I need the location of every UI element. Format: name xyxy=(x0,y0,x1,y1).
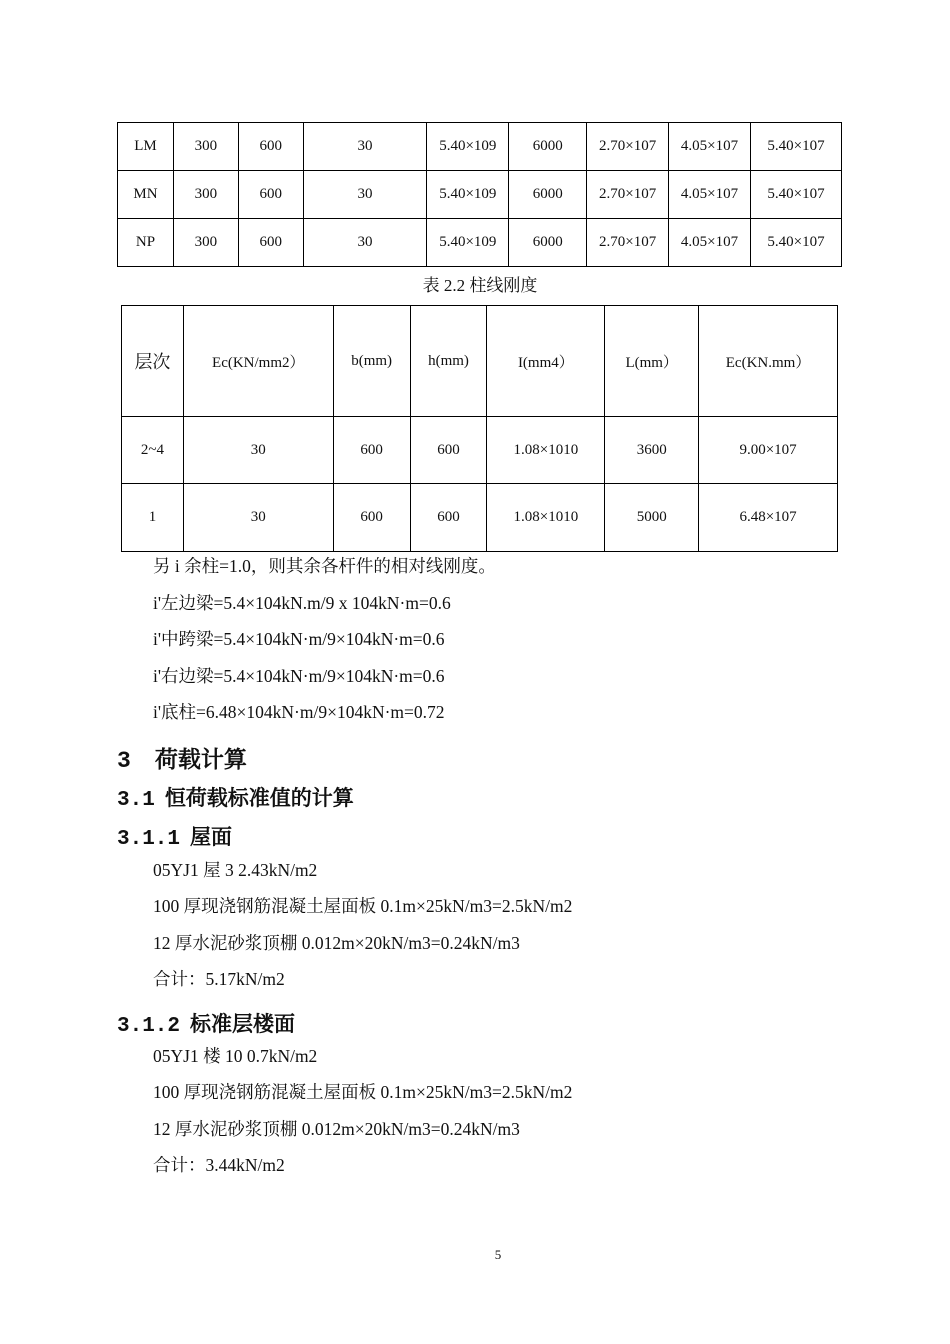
stiffness-note: i'底柱=6.48×104kN·m/9×104kN·m=0.72 xyxy=(153,702,445,722)
table-cell: 5.40×109 xyxy=(427,219,509,267)
table-header-cell: 层次 xyxy=(122,306,184,417)
table-cell: 9.00×107 xyxy=(699,417,838,484)
section-heading xyxy=(117,741,247,774)
table-cell: 5.40×109 xyxy=(427,171,509,219)
table-cell: 30 xyxy=(303,171,427,219)
section-number: 3.1 xyxy=(117,789,155,812)
table-cell: 6000 xyxy=(509,171,587,219)
table-cell: 5.40×107 xyxy=(750,123,841,171)
section-number: 3 xyxy=(117,748,131,774)
table-cell: 2.70×107 xyxy=(587,219,669,267)
section-title: 标准层楼面 xyxy=(190,1012,296,1036)
table-cell: LM xyxy=(118,123,174,171)
table-cell: 600 xyxy=(333,484,410,552)
table-cell: 1.08×1010 xyxy=(487,484,605,552)
table-cell: NP xyxy=(118,219,174,267)
table-header-cell: Ec(KN.mm） xyxy=(699,306,838,417)
load-line: 05YJ1 楼 10 0.7kN/m2 xyxy=(153,1046,318,1066)
table-cell: 5.40×107 xyxy=(750,171,841,219)
table-cell: 600 xyxy=(410,417,487,484)
table-header-cell: b(mm) xyxy=(333,306,410,417)
table-cell: 300 xyxy=(173,219,238,267)
stiffness-note: i'右边梁=5.4×104kN·m/9×104kN·m=0.6 xyxy=(153,666,445,686)
load-line: 12 厚水泥砂浆顶棚 0.012m×20kN/m3=0.24kN/m3 xyxy=(153,1119,520,1139)
table-cell: 2.70×107 xyxy=(587,123,669,171)
table-cell: 30 xyxy=(183,417,333,484)
load-line: 100 厚现浇钢筋混凝土屋面板 0.1m×25kN/m3=2.5kN/m2 xyxy=(153,1082,573,1102)
subsection-heading xyxy=(117,821,232,851)
column-stiffness-table xyxy=(121,305,838,552)
table-header-cell: I(mm4） xyxy=(487,306,605,417)
load-line: 100 厚现浇钢筋混凝土屋面板 0.1m×25kN/m3=2.5kN/m2 xyxy=(153,896,573,916)
load-line: 05YJ1 屋 3 2.43kN/m2 xyxy=(153,860,318,880)
table-caption: 表 2.2 柱线刚度 xyxy=(422,276,538,295)
section-title: 恒荷载标准值的计算 xyxy=(164,786,354,810)
table-header-row xyxy=(122,306,838,417)
table-cell: 2~4 xyxy=(122,417,184,484)
table-header-cell: L(mm） xyxy=(605,306,699,417)
table-header-cell: h(mm) xyxy=(410,306,487,417)
table-cell: 4.05×107 xyxy=(669,171,751,219)
table-cell: 600 xyxy=(238,123,303,171)
stiffness-note: i'左边梁=5.4×104kN.m/9 x 104kN·m=0.6 xyxy=(153,593,451,613)
table-cell: 600 xyxy=(238,171,303,219)
table-cell: 30 xyxy=(303,219,427,267)
subsection-heading xyxy=(117,1008,295,1038)
subsection-heading xyxy=(117,782,354,812)
table-header-cell: Ec(KN/mm2） xyxy=(183,306,333,417)
table-cell: 1 xyxy=(122,484,184,552)
table-row xyxy=(118,123,842,171)
load-line: 12 厚水泥砂浆顶棚 0.012m×20kN/m3=0.24kN/m3 xyxy=(153,933,520,953)
table-cell: 300 xyxy=(173,171,238,219)
table-cell: 1.08×1010 xyxy=(487,417,605,484)
load-total: 合计：3.44kN/m2 xyxy=(153,1155,285,1175)
table-cell: 2.70×107 xyxy=(587,171,669,219)
table-cell: 6000 xyxy=(509,219,587,267)
table-cell: 600 xyxy=(410,484,487,552)
table-row xyxy=(122,417,838,484)
load-total: 合计：5.17kN/m2 xyxy=(153,969,285,989)
beam-stiffness-table xyxy=(117,122,842,267)
table-cell: 5.40×109 xyxy=(427,123,509,171)
stiffness-note: 另 i 余柱=1.0，则其余各杆件的相对线刚度。 xyxy=(153,556,496,576)
table-cell: 5000 xyxy=(605,484,699,552)
table-row xyxy=(118,171,842,219)
page-number: 5 xyxy=(494,1247,502,1262)
table-cell: 300 xyxy=(173,123,238,171)
table-cell: 3600 xyxy=(605,417,699,484)
table-cell: 30 xyxy=(303,123,427,171)
table-cell: 4.05×107 xyxy=(669,123,751,171)
stiffness-note: i'中跨梁=5.4×104kN·m/9×104kN·m=0.6 xyxy=(153,629,445,649)
table-cell: 5.40×107 xyxy=(750,219,841,267)
table-row xyxy=(118,219,842,267)
table-cell: MN xyxy=(118,171,174,219)
table-cell: 6000 xyxy=(509,123,587,171)
table-cell: 600 xyxy=(333,417,410,484)
table-row xyxy=(122,484,838,552)
section-number: 3.1.1 xyxy=(117,828,181,851)
section-number: 3.1.2 xyxy=(117,1015,181,1038)
section-title: 屋面 xyxy=(190,825,233,849)
table-cell: 600 xyxy=(238,219,303,267)
table-cell: 30 xyxy=(183,484,333,552)
table-cell: 6.48×107 xyxy=(699,484,838,552)
section-title: 荷载计算 xyxy=(154,747,247,772)
table-cell: 4.05×107 xyxy=(669,219,751,267)
